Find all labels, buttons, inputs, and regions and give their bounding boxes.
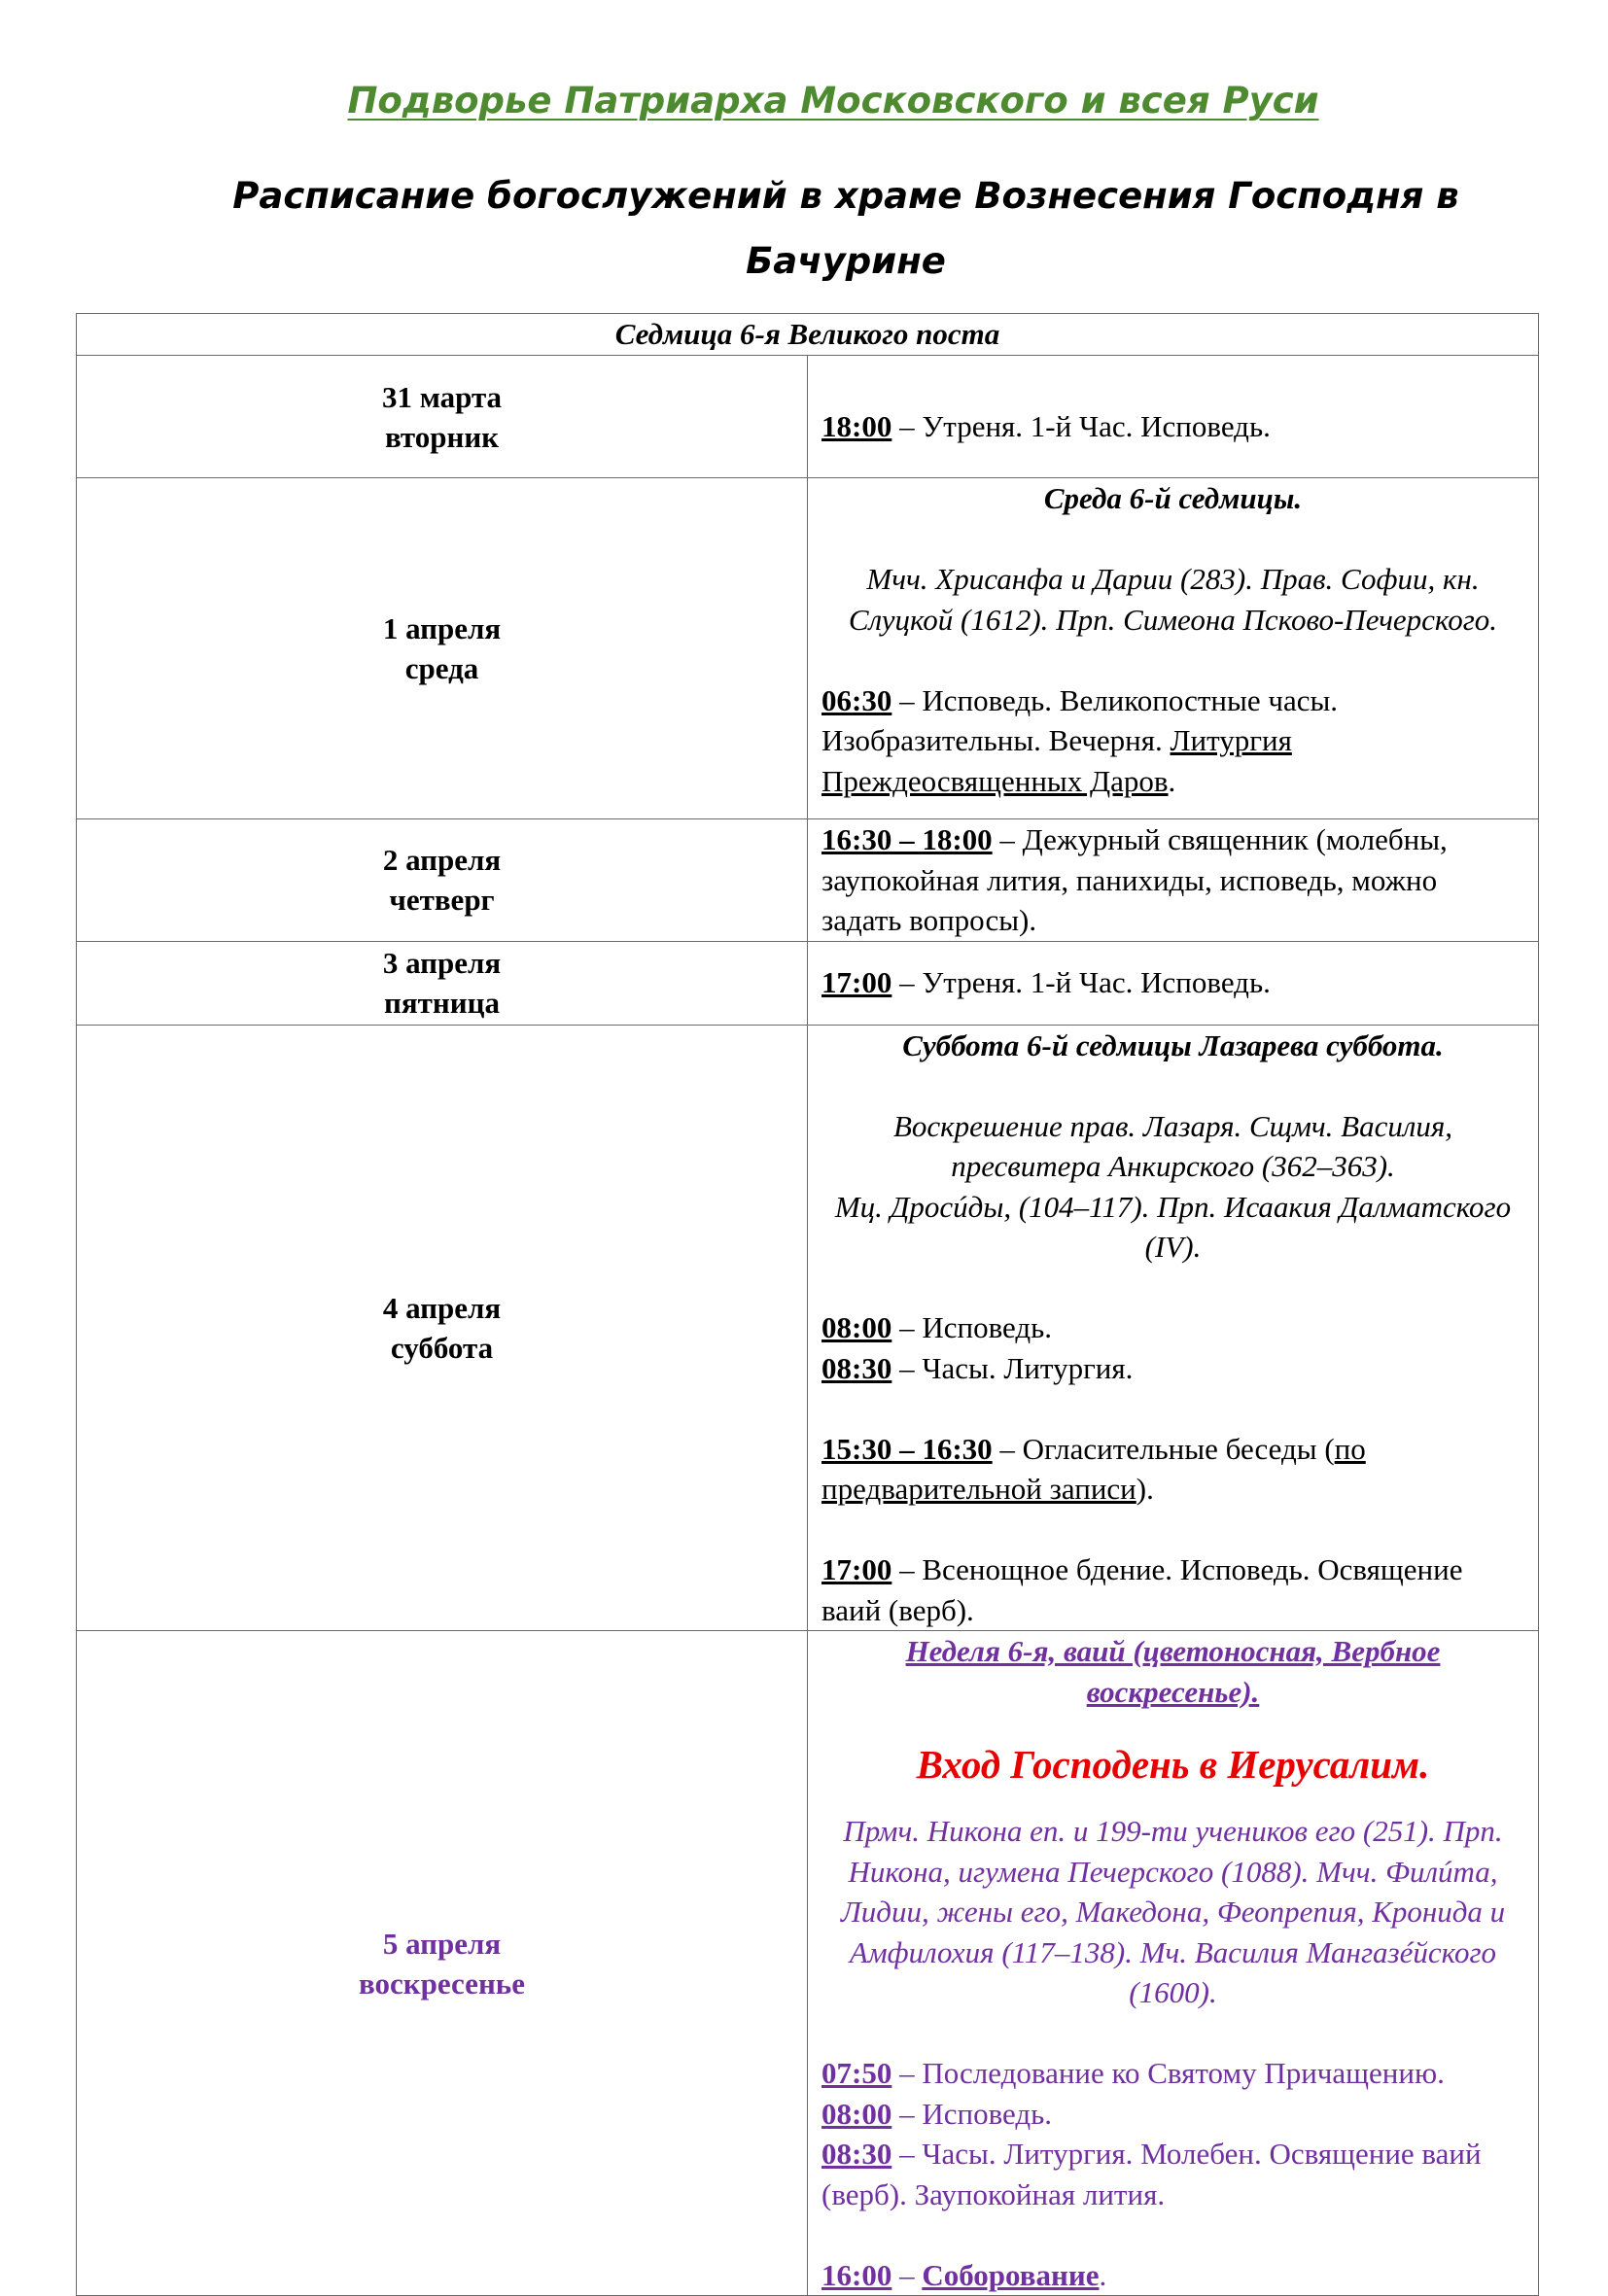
service-cell bbox=[808, 478, 1539, 819]
service-line bbox=[821, 1429, 1524, 1510]
service-cell bbox=[808, 941, 1539, 1025]
service-line bbox=[821, 962, 1524, 1003]
saints-line: Мц. Дросúды, (104–117). Прп. Исаакия Далматского (IV). bbox=[834, 1189, 1512, 1264]
date-label: 31 марта bbox=[381, 379, 503, 414]
weekday-label: среда bbox=[404, 651, 479, 685]
service-line bbox=[821, 680, 1524, 802]
service-line bbox=[821, 1549, 1524, 1630]
weekday-label: суббота bbox=[390, 1330, 494, 1365]
feast-title: Вход Господень в Иерусалим. bbox=[916, 1742, 1430, 1787]
page-subtitle: Подворье Патриарха Московского и всея Руси bbox=[347, 80, 1319, 122]
week-title-link[interactable]: Неделя 6-я, ваий (цветоносная, Вербное воскресенье). bbox=[905, 1634, 1441, 1709]
saints-commemoration bbox=[821, 1106, 1524, 1268]
weekday-label: вторник bbox=[384, 419, 500, 454]
service-cell bbox=[808, 1025, 1539, 1631]
service-cell bbox=[808, 1631, 1539, 2296]
date-label: 2 апреля bbox=[382, 843, 502, 878]
service-time: 17:00 bbox=[821, 1552, 892, 1586]
service-time: 18:00 bbox=[821, 408, 892, 443]
service-time: 08:30 bbox=[821, 1350, 892, 1385]
service-cell bbox=[808, 356, 1539, 478]
service-time: 17:00 bbox=[821, 965, 892, 1000]
date-cell bbox=[77, 356, 808, 478]
service-text: – Дежурный священник (молебны, заупокойная лития, панихиды, исповедь, можно задать вопросы). bbox=[821, 822, 1448, 937]
service-time: 15:30 – 16:30 bbox=[821, 1431, 993, 1466]
service-line bbox=[821, 1307, 1524, 1348]
unction-link[interactable]: Соборование bbox=[922, 2257, 1100, 2292]
service-time: 06:30 bbox=[821, 682, 892, 717]
date-cell bbox=[77, 941, 808, 1025]
date-cell bbox=[77, 1631, 808, 2296]
weekday-label: воскресенье bbox=[359, 1966, 525, 2000]
feast-title: Суббота 6-й седмицы Лазарева суббота. bbox=[902, 1027, 1444, 1062]
service-text: – Исповедь. Великопостные часы. Изобразительны. Вечерня. bbox=[821, 682, 1339, 757]
service-text: – Исповедь. bbox=[891, 1310, 1053, 1344]
service-cell bbox=[808, 819, 1539, 942]
date-label: 4 апреля bbox=[382, 1290, 502, 1325]
service-line bbox=[821, 819, 1524, 941]
saints-commemoration: Мчч. Хрисанфа и Дарии (283). Прав. Софии, кн. Слуцкой (1612). Прп. Симеона Псково-Печерского. bbox=[848, 562, 1498, 637]
registration-link[interactable]: по предварительной записи bbox=[821, 1431, 1366, 1506]
date-cell bbox=[77, 1025, 808, 1631]
service-time: 16:00 bbox=[821, 2257, 892, 2292]
table-row bbox=[77, 941, 1539, 1025]
service-text: – Всенощное бдение. Исповедь. Освящение ваий (верб). bbox=[821, 1552, 1463, 1627]
date-label: 1 апреля bbox=[382, 611, 502, 645]
weekday-label: пятница bbox=[384, 986, 500, 1020]
service-text: – Часы. Литургия. Молебен. Освящение ваий (верб). Заупокойная лития. bbox=[821, 2137, 1482, 2211]
table-row bbox=[77, 356, 1539, 478]
table-row bbox=[77, 1631, 1539, 2296]
date-cell bbox=[77, 478, 808, 819]
service-time: 16:30 – 18:00 bbox=[821, 822, 993, 856]
service-text-end: . bbox=[1099, 2257, 1107, 2292]
date-label: 5 апреля bbox=[382, 1926, 502, 1961]
saints-commemoration: Прмч. Никона еп. и 199-ти учеников его (251). Прп. Никона, игумена Печерского (1088). Мчч. Филúта, Лидии, жены его, Македона, Феопрепия, Кронида и Амфилохия (117–138). Мч. Василия Мангазéйского (1600). bbox=[840, 1814, 1506, 2009]
service-time: 08:00 bbox=[821, 2096, 892, 2131]
feast-title: Среда 6-й седмицы. bbox=[1043, 481, 1303, 515]
service-text: – Утреня. 1-й Час. Исповедь. bbox=[891, 408, 1271, 443]
week-header-row bbox=[77, 314, 1539, 356]
schedule-table bbox=[76, 313, 1539, 2296]
service-text-end: ). bbox=[1136, 1472, 1154, 1506]
service-time: 08:00 bbox=[821, 1310, 892, 1344]
table-row bbox=[77, 819, 1539, 942]
weekday-label: четверг bbox=[389, 883, 495, 918]
page-title-line-1: Расписание богослужений в храме Вознесения Господня в bbox=[232, 175, 1459, 217]
service-line bbox=[821, 2134, 1524, 2214]
service-time: 07:50 bbox=[821, 2056, 892, 2090]
service-text: – Последование ко Святому Причащению. bbox=[891, 2056, 1445, 2090]
table-row bbox=[77, 1025, 1539, 1631]
service-text: – Часы. Литургия. bbox=[891, 1350, 1134, 1385]
service-text: – Огласительные беседы ( bbox=[992, 1431, 1335, 1466]
page-title-line-2: Бачурине bbox=[746, 240, 946, 282]
saints-line: Воскрешение прав. Лазаря. Сщмч. Василия, пресвитера Анкирского (362–363). bbox=[892, 1108, 1453, 1183]
service-line bbox=[821, 2053, 1524, 2094]
service-line bbox=[821, 2255, 1524, 2296]
service-line bbox=[821, 1348, 1524, 1389]
week-title: Седмица 6-я Великого поста bbox=[77, 314, 1539, 356]
date-cell bbox=[77, 819, 808, 942]
date-label: 3 апреля bbox=[382, 946, 502, 980]
service-text-end: . bbox=[1168, 763, 1176, 798]
service-text: – Утреня. 1-й Час. Исповедь. bbox=[891, 965, 1271, 1000]
service-time: 08:30 bbox=[821, 2137, 892, 2171]
service-text: – bbox=[891, 2257, 923, 2292]
service-text: – Исповедь. bbox=[891, 2096, 1053, 2131]
service-line bbox=[821, 2094, 1524, 2135]
page-title bbox=[194, 163, 1497, 294]
liturgy-link[interactable]: Литургия Преждеосвященных Даров bbox=[821, 723, 1292, 798]
service-line bbox=[821, 387, 1524, 447]
table-row bbox=[77, 478, 1539, 819]
